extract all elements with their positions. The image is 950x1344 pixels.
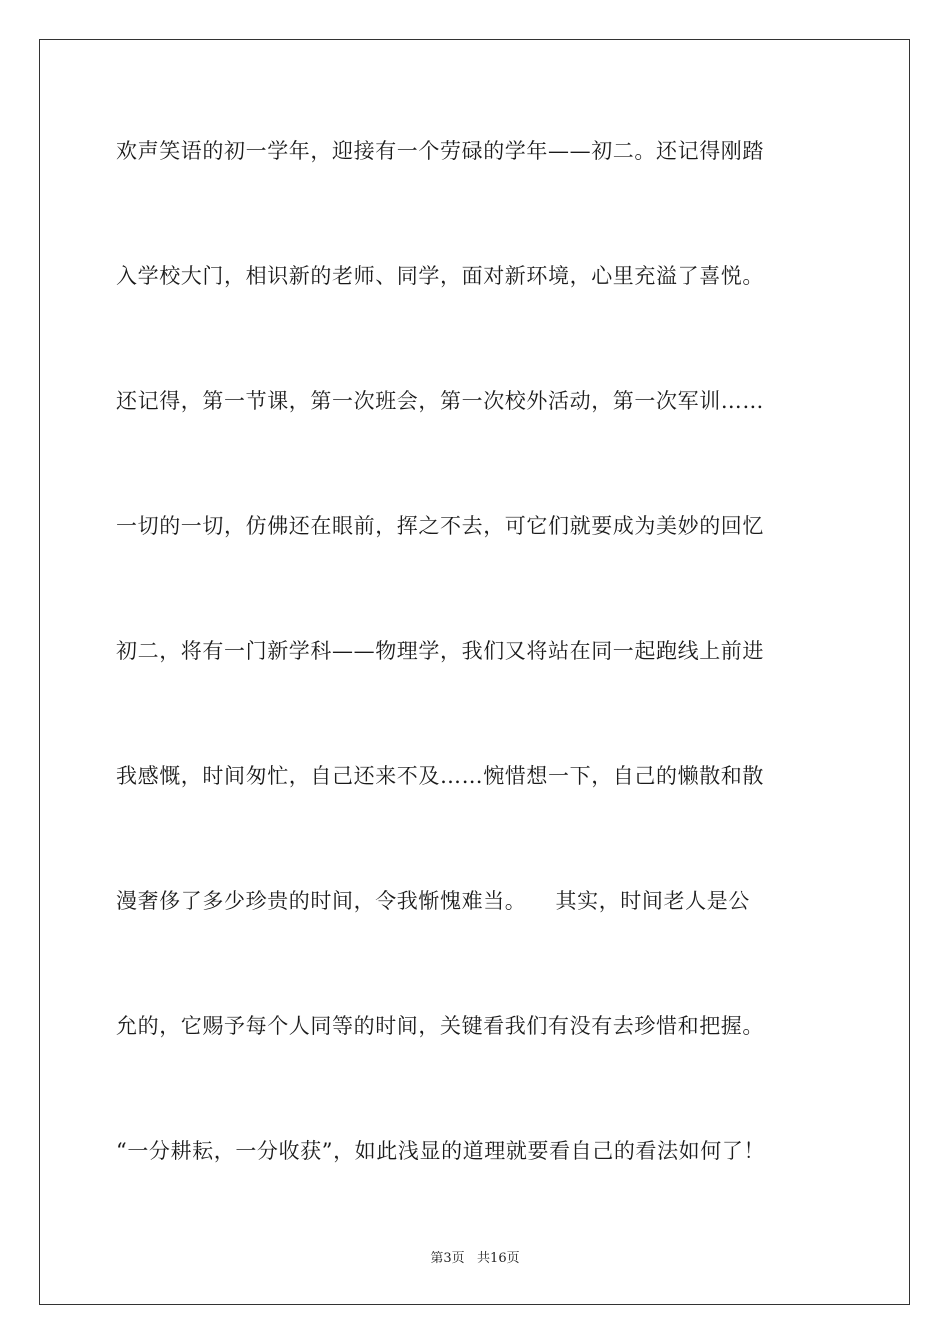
text-line: 一切的一切，仿佛还在眼前，挥之不去，可它们就要成为美妙的回忆 (116, 514, 764, 538)
text-line: 漫奢侈了多少珍贵的时间，令我惭愧难当。 其实，时间老人是公 (116, 889, 750, 913)
text-line: 允的，它赐予每个人同等的时间，关键看我们有没有去珍惜和把握。 (116, 1014, 764, 1038)
page-number-footer: 第3页 共16页 (430, 1251, 520, 1266)
text-line: “一分耕耘，一分收获”，如此浅显的道理就要看自己的看法如何了！ (116, 1139, 766, 1163)
text-line: 入学校大门，相识新的老师、同学，面对新环境，心里充溢了喜悦。 (116, 264, 764, 288)
text-line: 初二，将有一门新学科——物理学，我们又将站在同一起跑线上前进 (116, 639, 764, 663)
text-line: 欢声笑语的初一学年，迎接有一个劳碌的学年——初二。还记得刚踏 (116, 139, 764, 163)
text-line: 我感慨，时间匆忙，自己还来不及……惋惜想一下，自己的懒散和散 (116, 764, 764, 788)
text-line: 还记得，第一节课，第一次班会，第一次校外活动，第一次军训…… (116, 389, 764, 413)
document-body (116, 126, 836, 1251)
